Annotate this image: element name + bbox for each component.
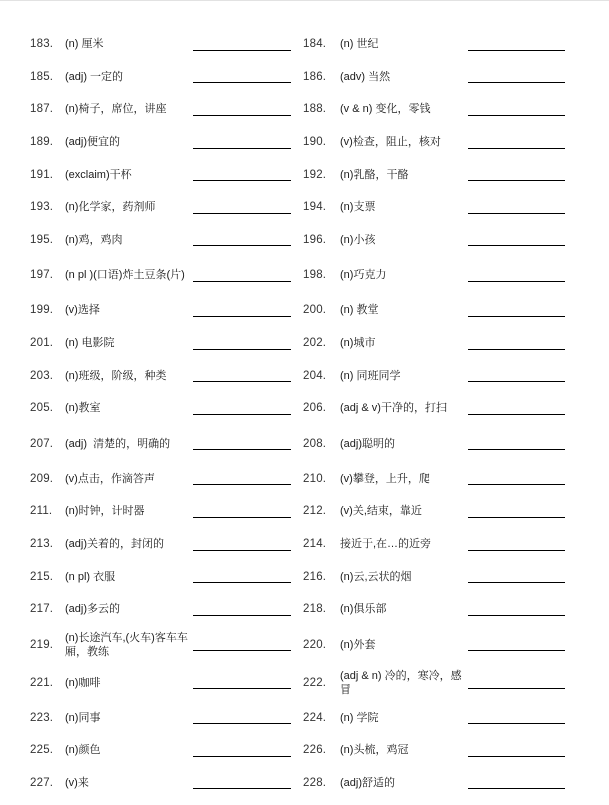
entry-number: 226. [303,744,327,757]
entry-number: 227. [30,776,54,789]
entry-definition: (n) 学院 [340,711,379,724]
vocab-row [0,664,609,702]
vocab-row [0,495,609,528]
vocab-entry [30,37,291,51]
entry-number: 190. [303,136,327,149]
answer-blank-line [193,688,291,689]
vocab-entry [30,200,291,214]
entry-number: 228. [303,776,327,789]
entry-number: 192. [303,168,327,181]
entry-number: 204. [303,369,327,382]
answer-blank-line [193,281,291,282]
entry-definition: (v & n) 变化，零钱 [340,103,431,116]
entry-definition: (v)来 [65,776,89,789]
vocab-row [0,28,609,61]
entry-definition: (n)巧克力 [340,269,387,282]
vocab-row [0,359,609,392]
vocab-entry [30,570,291,584]
entry-definition: (adj)便宜的 [65,136,121,149]
entry-definition: (v)选择 [65,304,100,317]
vocab-entry [30,70,291,84]
answer-blank-line [193,381,291,382]
vocab-entry [303,472,567,486]
vocab-entry [303,37,567,51]
entry-definition: (n)俱乐部 [340,603,387,616]
vocab-entry [303,200,567,214]
entry-number: 191. [30,168,54,181]
vocab-entry [303,303,567,317]
entry-definition: 接近于,在…的近旁 [340,538,432,551]
vocab-entry [303,743,567,757]
entry-number: 195. [30,233,54,246]
vocab-entry [303,711,567,725]
answer-blank-line [193,615,291,616]
entry-definition: (adj)舒适的 [340,776,396,789]
vocab-entry [303,102,567,116]
vocab-entry [303,233,567,247]
vocab-entry [303,70,567,84]
entry-number: 215. [30,570,54,583]
vocab-entry [30,537,291,551]
vocab-entry [303,336,567,350]
vocab-row [0,702,609,735]
entry-number: 225. [30,744,54,757]
vocab-row [0,158,609,191]
answer-blank-line [468,245,565,246]
answer-blank-line [193,484,291,485]
entry-number: 201. [30,337,54,350]
entry-definition: (adj) 一定的 [65,70,124,83]
vocab-entry [303,602,567,616]
vocab-entry [30,711,291,725]
entry-definition: (v)攀登，上升，爬 [340,472,430,485]
vocab-entry [303,268,567,282]
entry-number: 207. [30,437,54,450]
entry-definition: (n) 电影院 [65,337,115,350]
entry-definition: (n)同事 [65,711,101,724]
vocab-row [0,224,609,257]
entry-number: 199. [30,304,54,317]
answer-blank-line [468,723,565,724]
answer-blank-line [193,148,291,149]
entry-number: 220. [303,638,327,651]
vocab-entry [303,669,567,697]
answer-blank-line [468,615,565,616]
entry-definition: (adj)聪明的 [340,437,396,450]
answer-blank-line [468,449,565,450]
vocab-entry [30,303,291,317]
entry-definition: (n) 同班同学 [340,369,401,382]
answer-blank-line [468,414,565,415]
answer-blank-line [468,316,565,317]
entry-number: 211. [30,505,53,518]
entry-number: 217. [30,603,54,616]
vocab-row [0,734,609,767]
vocab-row [0,425,609,463]
entry-definition: (n)乳酪，干酪 [340,168,409,181]
entry-definition: (n)头梳，鸡冠 [340,744,409,757]
entry-number: 218. [303,603,327,616]
answer-blank-line [468,550,565,551]
answer-blank-line [468,148,565,149]
answer-blank-line [468,82,565,83]
entry-definition: (adj)关着的，封闭的 [65,538,165,551]
entry-definition: (v)检查，阻止，核对 [340,136,441,149]
vocab-entry [303,638,567,652]
vocab-row [0,256,609,294]
vocab-entry [30,135,291,149]
answer-blank-line [468,517,565,518]
answer-blank-line [193,582,291,583]
entry-number: 200. [303,304,327,317]
vocab-row [0,93,609,126]
vocab-entry [303,168,567,182]
entry-definition: (n)教室 [65,402,101,415]
entry-number: 184. [303,38,327,51]
answer-blank-line [193,180,291,181]
entry-definition: (n) 世纪 [340,38,379,51]
entry-number: 219. [30,638,54,651]
answer-blank-line [468,180,565,181]
entry-definition: (n)椅子，席位，讲座 [65,103,167,116]
entry-number: 186. [303,70,327,83]
entry-definition: (n)咖啡 [65,676,101,689]
answer-blank-line [193,82,291,83]
vocab-row [0,126,609,159]
answer-blank-line [193,245,291,246]
entry-number: 203. [30,369,54,382]
answer-blank-line [468,281,565,282]
entry-definition: (adj & n) 冷的，寒冷，感冒 [340,669,462,696]
entry-definition: (n) 教堂 [340,304,379,317]
vocab-entry [303,437,567,451]
entry-number: 205. [30,402,54,415]
vocab-entry [303,776,567,790]
vocab-row [0,327,609,360]
entry-definition: (n)支票 [340,201,376,214]
vocab-entry [30,401,291,415]
vocab-entry [303,504,567,518]
answer-blank-line [193,213,291,214]
answer-blank-line [193,449,291,450]
answer-blank-line [193,723,291,724]
answer-blank-line [193,550,291,551]
vocab-entry [30,602,291,616]
vocab-entry [30,268,291,282]
entry-number: 188. [303,103,327,116]
entry-definition: (n)化学家，药剂师 [65,201,156,214]
entry-definition: (n)长途汽车,(火车)客车车厢，教练 [65,631,188,658]
entry-definition: (n pl )(口语)炸土豆条(片) [65,269,185,282]
entry-number: 224. [303,711,327,724]
answer-blank-line [193,756,291,757]
vocab-entry [303,135,567,149]
entry-definition: (n)颜色 [65,744,101,757]
answer-blank-line [468,688,565,689]
entry-definition: (n)城市 [340,337,376,350]
vocab-row [0,463,609,496]
answer-blank-line [468,381,565,382]
answer-blank-line [193,650,291,651]
entry-number: 221. [30,676,54,689]
vocab-row [0,528,609,561]
entry-number: 216. [303,570,327,583]
answer-blank-line [468,756,565,757]
vocab-entry [30,168,291,182]
entry-number: 194. [303,201,327,214]
entry-definition: (n)时钟，计时器 [65,505,145,518]
entry-number: 213. [30,538,54,551]
vocab-entry [303,537,567,551]
vocab-row [0,61,609,94]
vocab-row [0,593,609,626]
entry-number: 210. [303,472,327,485]
entry-definition: (v)关,结束，靠近 [340,505,422,518]
vocab-entry [30,776,291,790]
answer-blank-line [193,316,291,317]
answer-blank-line [193,50,291,51]
vocab-entry [303,369,567,383]
entry-number: 208. [303,437,327,450]
entry-number: 196. [303,233,327,246]
entry-definition: (adv) 当然 [340,70,391,83]
entry-number: 187. [30,103,54,116]
entry-definition: (n)小孩 [340,233,376,246]
vocab-entry [303,401,567,415]
entry-number: 193. [30,201,54,214]
answer-blank-line [193,517,291,518]
vocab-entry [30,472,291,486]
entry-number: 214. [303,538,327,551]
entry-definition: (adj)多云的 [65,603,121,616]
answer-blank-line [193,788,291,789]
vocab-row [0,560,609,593]
entry-number: 222. [303,676,327,689]
vocab-entry [30,437,291,451]
vocab-entry [30,504,291,518]
entry-definition: (exclaim)干杯 [65,168,132,181]
vocab-entry [30,233,291,247]
entry-number: 197. [30,269,54,282]
vocab-row [0,767,609,800]
entry-number: 198. [303,269,327,282]
answer-blank-line [468,582,565,583]
answer-blank-line [468,213,565,214]
answer-blank-line [193,115,291,116]
answer-blank-line [468,650,565,651]
entry-number: 183. [30,38,54,51]
entry-definition: (n) 厘米 [65,38,104,51]
vocab-row [0,626,609,664]
entry-number: 202. [303,337,327,350]
answer-blank-line [468,349,565,350]
entry-number: 209. [30,472,54,485]
vocab-row [0,392,609,425]
entry-definition: (n)外套 [340,638,376,651]
vocab-row [0,294,609,327]
answer-blank-line [193,414,291,415]
vocab-entry [303,570,567,584]
vocab-entry [30,631,291,659]
entry-number: 206. [303,402,327,415]
answer-blank-line [468,50,565,51]
answer-blank-line [468,484,565,485]
entry-number: 189. [30,136,54,149]
vocab-entry [30,743,291,757]
entry-number: 223. [30,711,54,724]
vocab-entry [30,676,291,690]
answer-blank-line [468,115,565,116]
entry-definition: (adj & v)干净的，打扫 [340,402,447,415]
entry-definition: (n)鸡，鸡肉 [65,233,123,246]
answer-blank-line [468,788,565,789]
answer-blank-line [193,349,291,350]
entry-definition: (adj) 清楚的，明确的 [65,437,171,450]
vocab-entry [30,336,291,350]
vocab-entry [30,102,291,116]
vocab-entry [30,369,291,383]
entry-definition: (v)点击，作滴答声 [65,472,155,485]
entry-definition: (n)班级，阶级，种类 [65,369,167,382]
vocab-row [0,191,609,224]
entry-number: 212. [303,505,327,518]
entry-number: 185. [30,70,54,83]
entry-definition: (n pl) 衣服 [65,570,116,583]
entry-definition: (n)云,云状的烟 [340,570,412,583]
